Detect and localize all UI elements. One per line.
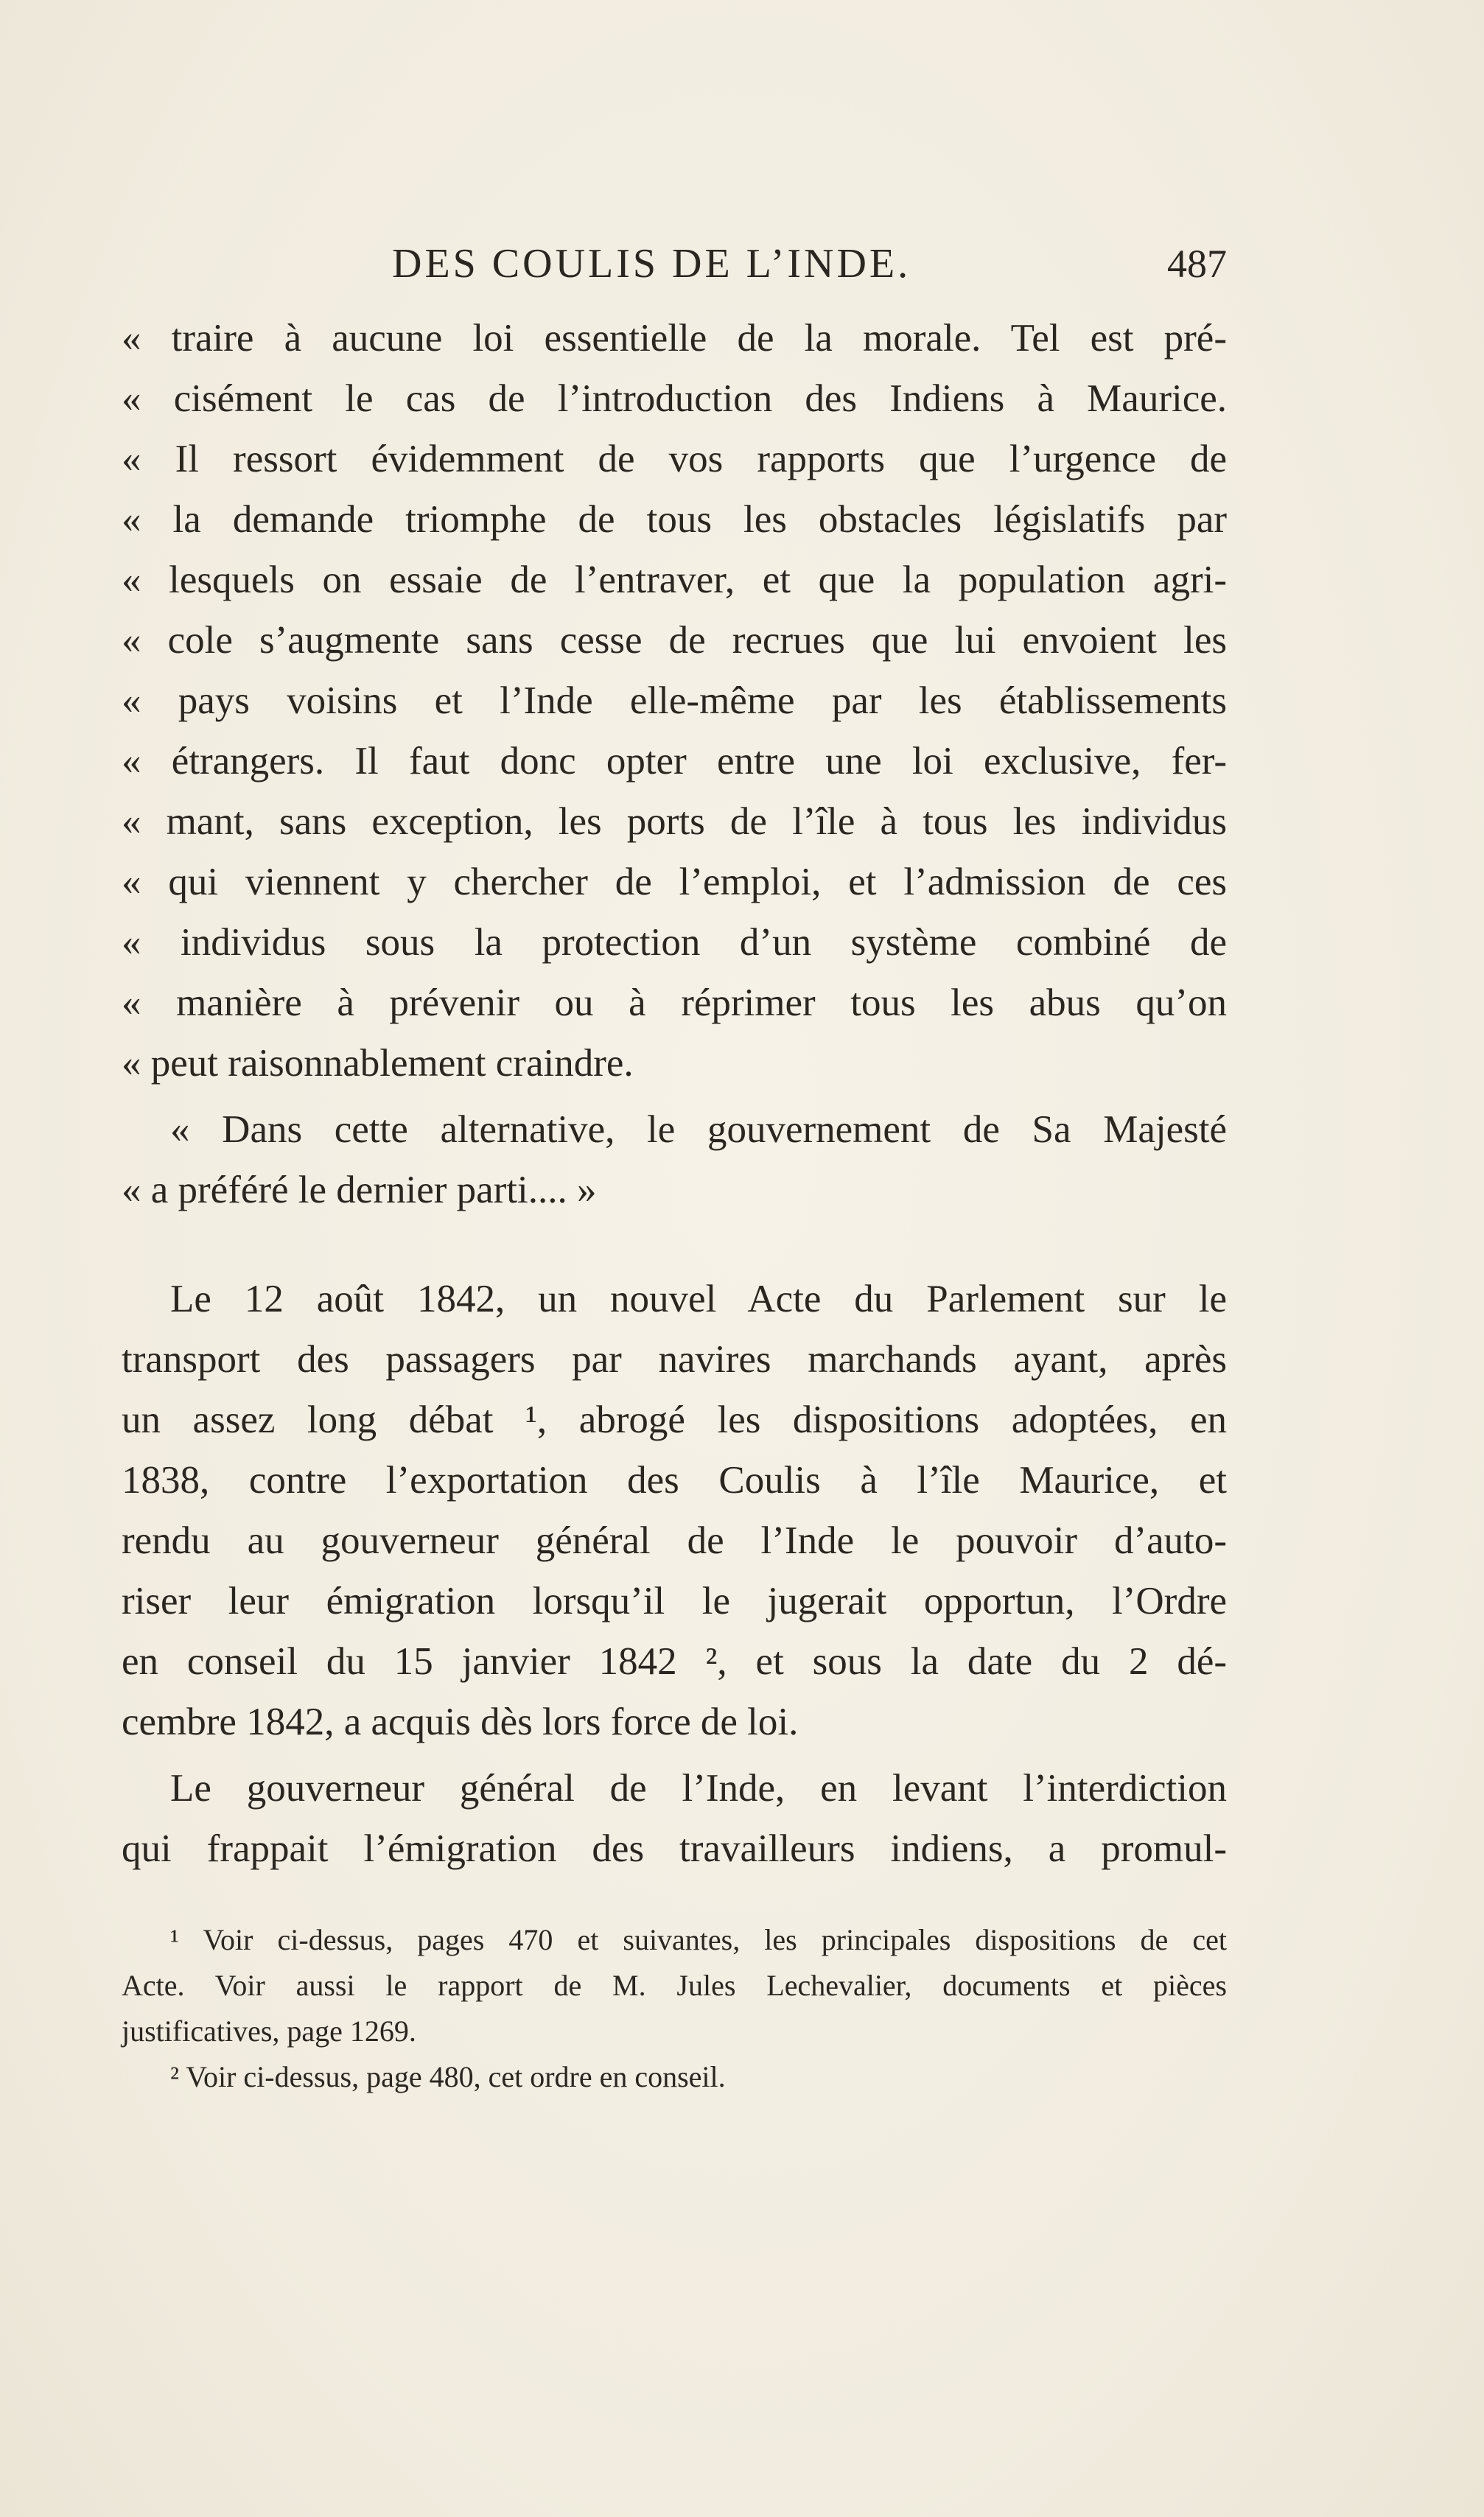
text-line: « cole s’augmente sans cesse de recrues que lui envoient les <box>122 619 1227 662</box>
text-line: « a préféré le dernier parti.... » <box>122 1169 597 1211</box>
footnote-line: ¹ Voir ci-dessus, pages 470 et suivantes, les principales dispositions de cet <box>170 1923 1227 1956</box>
text-line: « individus sous la protection d’un système combiné de <box>122 921 1227 964</box>
text-line: « la demande triomphe de tous les obstacles législatifs par <box>122 498 1227 541</box>
text-line: rendu au gouverneur général de l’Inde le pouvoir d’auto- <box>122 1519 1227 1562</box>
text-line: Le gouverneur général de l’Inde, en levant l’interdiction <box>170 1767 1227 1810</box>
text-line: « étrangers. Il faut donc opter entre une loi exclusive, fer- <box>122 740 1227 783</box>
text-line: Le 12 août 1842, un nouvel Acte du Parlement sur le <box>170 1278 1227 1320</box>
running-title: DES COULIS DE L’INDE. <box>392 241 911 287</box>
text-line: transport des passagers par navires marchands ayant, après <box>122 1338 1227 1381</box>
text-line: « cisément le cas de l’introduction des Indiens à Maurice. <box>122 377 1227 420</box>
footnote-line: Acte. Voir aussi le rapport de M. Jules Lechevalier, documents et pièces <box>122 1969 1227 2002</box>
text-line: « Dans cette alternative, le gouvernement de Sa Majesté <box>170 1108 1227 1151</box>
text-line: cembre 1842, a acquis dès lors force de loi. <box>122 1701 799 1743</box>
footnotes <box>122 1917 1227 2100</box>
page-number: 487 <box>1167 242 1227 286</box>
text-line: « Il ressort évidemment de vos rapports que l’urgence de <box>122 438 1227 480</box>
text-line: en conseil du 15 janvier 1842 ², et sous la date du 2 dé- <box>122 1640 1227 1683</box>
body-text <box>122 308 1227 1879</box>
text-line: « pays voisins et l’Inde elle-même par les établissements <box>122 679 1227 722</box>
text-line: « mant, sans exception, les ports de l’île à tous les individus <box>122 800 1227 843</box>
running-head <box>122 234 1227 293</box>
footnote-line: ² Voir ci-dessus, page 480, cet ordre en conseil. <box>170 2060 726 2093</box>
text-line: un assez long débat ¹, abrogé les dispositions adoptées, en <box>122 1398 1227 1441</box>
footnote-line: justificatives, page 1269. <box>122 2014 416 2048</box>
text-line: 1838, contre l’exportation des Coulis à l’île Maurice, et <box>122 1459 1227 1502</box>
text-line: « peut raisonnablement craindre. <box>122 1042 634 1085</box>
text-line: « traire à aucune loi essentielle de la morale. Tel est pré- <box>122 317 1227 360</box>
text-line: qui frappait l’émigration des travailleurs indiens, a promul- <box>122 1827 1227 1870</box>
text-line: « qui viennent y chercher de l’emploi, et l’admission de ces <box>122 861 1227 903</box>
text-line: « lesquels on essaie de l’entraver, et que la population agri- <box>122 559 1227 601</box>
text-line: riser leur émigration lorsqu’il le jugerait opportun, l’Ordre <box>122 1580 1227 1622</box>
text-line: « manière à prévenir ou à réprimer tous les abus qu’on <box>122 981 1227 1024</box>
